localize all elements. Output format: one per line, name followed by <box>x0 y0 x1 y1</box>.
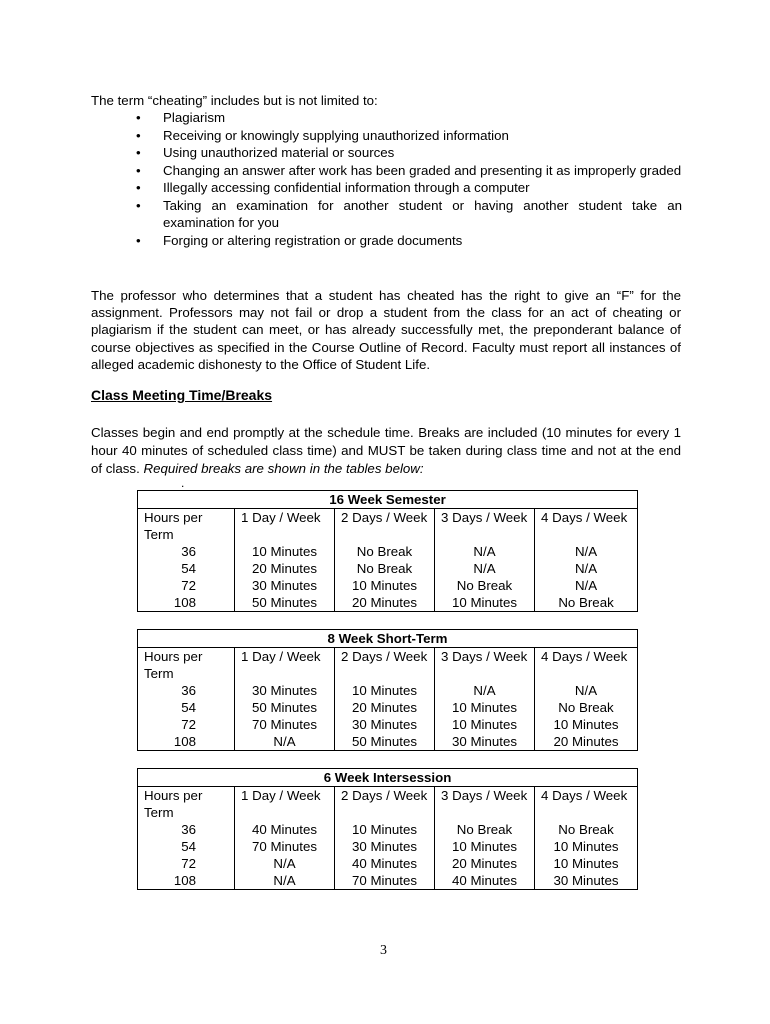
break-cell: 70 Minutes <box>335 872 435 890</box>
break-cell: N/A <box>435 543 535 560</box>
break-cell: 50 Minutes <box>335 733 435 751</box>
list-item: • Using unauthorized material or sources <box>136 144 682 162</box>
hours-cell: 108 <box>173 873 196 888</box>
list-item: • Changing an answer after work has been graded and presenting it as improperly graded <box>136 162 682 180</box>
column-header: 1 Day / Week <box>235 648 335 683</box>
break-cell: 10 Minutes <box>335 682 435 699</box>
column-header: 3 Days / Week <box>435 648 535 683</box>
break-cell: 10 Minutes <box>435 838 535 855</box>
break-cell: 20 Minutes <box>335 699 435 716</box>
table-row <box>138 855 638 872</box>
break-cell: 30 Minutes <box>335 716 435 733</box>
list-item: • Taking an examination for another student or having another student take an examination for you <box>136 197 682 232</box>
list-item: • Illegally accessing confidential information through a computer <box>136 179 682 197</box>
table-row <box>138 733 638 751</box>
section-heading: Class Meeting Time/Breaks <box>91 387 273 403</box>
break-cell: N/A <box>435 682 535 699</box>
break-cell: 10 Minutes <box>535 838 638 855</box>
break-cell: 30 Minutes <box>235 682 335 699</box>
break-cell: 30 Minutes <box>535 872 638 890</box>
break-cell: No Break <box>535 699 638 716</box>
break-cell: N/A <box>535 577 638 594</box>
break-cell: N/A <box>235 855 335 872</box>
break-cell: No Break <box>535 594 638 612</box>
table-row <box>138 699 638 716</box>
break-cell: 30 Minutes <box>235 577 335 594</box>
list-item: • Forging or altering registration or grade documents <box>136 232 682 250</box>
column-header: 2 Days / Week <box>335 648 435 683</box>
break-cell: 70 Minutes <box>235 716 335 733</box>
break-cell: 40 Minutes <box>435 872 535 890</box>
column-header: 1 Day / Week <box>235 509 335 544</box>
table-row <box>138 594 638 612</box>
break-cell: No Break <box>435 821 535 838</box>
list-item: • Receiving or knowingly supplying unauthorized information <box>136 127 682 145</box>
hours-cell: 36 <box>181 544 196 559</box>
break-cell: N/A <box>535 543 638 560</box>
column-header: 1 Day / Week <box>235 787 335 822</box>
policy-paragraph: The professor who determines that a student has cheated has the right to give an “F” for the assignment. Professors may not fail or drop a student from the class for an act of cheating or plagiarism if the student can meet, or has already successfully met, the preponderant balance of course objectives as specified in the Course Outline of Record. Faculty must report all instances of alleged academic dishonesty to the Office of Student Life. <box>91 288 681 372</box>
cheating-intro: The term “cheating” includes but is not limited to: <box>91 93 378 108</box>
break-cell: 20 Minutes <box>435 855 535 872</box>
break-cell: 10 Minutes <box>235 543 335 560</box>
break-cell: No Break <box>435 577 535 594</box>
hours-cell: 54 <box>181 561 196 576</box>
break-cell: N/A <box>435 560 535 577</box>
table-row <box>138 577 638 594</box>
break-cell: N/A <box>235 733 335 751</box>
column-header: 2 Days / Week <box>335 509 435 544</box>
break-cell: 70 Minutes <box>235 838 335 855</box>
table-title: 16 Week Semester <box>138 491 638 509</box>
break-cell: 10 Minutes <box>335 821 435 838</box>
table-row <box>138 872 638 890</box>
column-header: 3 Days / Week <box>435 787 535 822</box>
break-cell: No Break <box>535 821 638 838</box>
table-row <box>138 821 638 838</box>
break-cell: 50 Minutes <box>235 594 335 612</box>
break-cell: 20 Minutes <box>235 560 335 577</box>
break-cell: 10 Minutes <box>435 594 535 612</box>
hours-cell: 72 <box>181 717 196 732</box>
column-header: Hours per Term <box>144 510 203 542</box>
break-cell: N/A <box>535 560 638 577</box>
hours-cell: 54 <box>181 839 196 854</box>
table-row <box>138 682 638 699</box>
breaks-text: Classes begin and end promptly at the schedule time. Breaks are included (10 minutes for every 1 hour 40 minutes of scheduled class time) and MUST be taken during class time and not at the end of class. <box>91 425 681 476</box>
hours-cell: 54 <box>181 700 196 715</box>
column-header: Hours per Term <box>144 649 203 681</box>
break-cell: 40 Minutes <box>235 821 335 838</box>
column-header: Hours per Term <box>144 788 203 820</box>
break-table <box>137 629 638 751</box>
table-row <box>138 543 638 560</box>
break-cell: 20 Minutes <box>535 733 638 751</box>
break-cell: 10 Minutes <box>435 716 535 733</box>
column-header: 4 Days / Week <box>535 509 638 544</box>
break-table <box>137 490 638 612</box>
hours-cell: 36 <box>181 822 196 837</box>
break-cell: 10 Minutes <box>535 716 638 733</box>
table-title: 8 Week Short-Term <box>138 630 638 648</box>
break-cell: 10 Minutes <box>535 855 638 872</box>
stray-dot: . <box>181 476 185 490</box>
break-cell: 50 Minutes <box>235 699 335 716</box>
break-table <box>137 768 638 890</box>
list-item: • Plagiarism <box>136 109 682 127</box>
break-cell: 40 Minutes <box>335 855 435 872</box>
break-cell: N/A <box>235 872 335 890</box>
breaks-paragraph <box>91 424 681 478</box>
break-cell: 30 Minutes <box>435 733 535 751</box>
column-header: 2 Days / Week <box>335 787 435 822</box>
table-row <box>138 838 638 855</box>
break-cell: No Break <box>335 543 435 560</box>
hours-cell: 72 <box>181 578 196 593</box>
column-header: 4 Days / Week <box>535 787 638 822</box>
column-header: 4 Days / Week <box>535 648 638 683</box>
hours-cell: 36 <box>181 683 196 698</box>
page-number: 3 <box>380 943 387 958</box>
table-row <box>138 560 638 577</box>
break-cell: 30 Minutes <box>335 838 435 855</box>
break-cell: No Break <box>335 560 435 577</box>
table-title: 6 Week Intersession <box>138 769 638 787</box>
break-cell: 20 Minutes <box>335 594 435 612</box>
hours-cell: 108 <box>173 734 196 749</box>
break-cell: 10 Minutes <box>435 699 535 716</box>
column-header: 3 Days / Week <box>435 509 535 544</box>
hours-cell: 72 <box>181 856 196 871</box>
breaks-italic-text: Required breaks are shown in the tables below: <box>143 461 424 476</box>
break-cell: 10 Minutes <box>335 577 435 594</box>
cheating-list <box>136 109 682 249</box>
hours-cell: 108 <box>173 595 196 610</box>
break-cell: N/A <box>535 682 638 699</box>
table-row <box>138 716 638 733</box>
